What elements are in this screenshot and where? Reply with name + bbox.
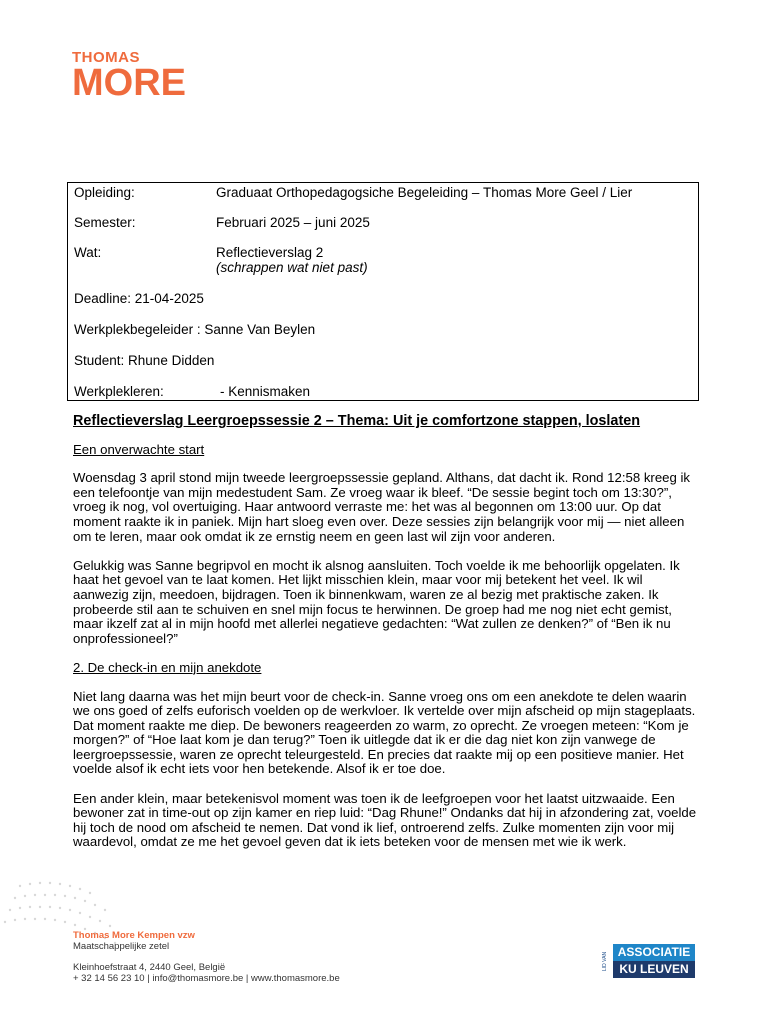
wat-label: Wat: (74, 245, 102, 260)
wat-value (216, 245, 368, 275)
assoc-side-text: LID VAN (602, 951, 608, 971)
row-wat (74, 245, 368, 275)
wat-note: (schrappen wat niet past) (216, 260, 368, 275)
row-opleiding (74, 185, 633, 200)
footer-org: Thomas More Kempen vzw (73, 930, 195, 941)
semester-label: Semester: (74, 215, 136, 230)
paragraph-3: Niet lang daarna was het mijn beurt voor de check-in. Sanne vroeg ons om een anekdote te delen waarin we ons goed of zelfs euforisch voelden op de werkvloer. Ik vertelde over mijn afscheid op mijn stageplaats. Dat moment raakte me diep. De bewoners reageerden zo warm, zo oprecht. Ze vroegen meteen: “Kom je morgen?” of “Hoe laat kom je dan terug?” Toen ik uitlegde dat ik er die dag niet kon zijn vanwege de leergroepssessie, waren ze oprecht teleurgesteld. En precies dat raakte mij op een positieve manier. Het voelde alsof ik echt iets voor hen betekende. Alsof ik er toe doe. (73, 688, 696, 777)
assoc-line-1: ASSOCIATIE (613, 944, 695, 961)
footer-address: Kleinhoefstraat 4, 2440 Geel, België (73, 962, 226, 973)
paragraph-2: Gelukkig was Sanne begripvol en mocht ik alsnog aansluiten. Toch voelde ik me behoorlijk opgelaten. Ik haat het gevoel van te laat komen. Het lijkt misschien klein, maar voor mij betekent het veel. Ik wil aanwezig zijn, meedoen, bijdragen. Toen ik binnenkwam, waren ze al bezig met praktische zaken. Ik probeerde stil aan te schuiven en snel mijn focus te herwinnen. De groep had me nog niet echt gemist, maar ikzelf zat al in mijn hoofd met allerlei negatieve gedachten: “Wat zullen ze denken?” of “Ben ik nu onprofessioneel?” (73, 557, 680, 646)
report-body (73, 414, 699, 865)
footer-seat: Maatschappelijke zetel (73, 941, 170, 952)
werkplekleren-value: - Kennismaken (220, 384, 311, 399)
footer-contact: + 32 14 56 23 10 | info@thomasmore.be | www.thomasmore.be (73, 973, 340, 984)
paragraph-1: Woensdag 3 april stond mijn tweede leergroepssessie gepland. Althans, dat dacht ik. Rond 12:58 kreeg ik een telefoontje van mijn medestudent Sam. Ze vroeg waar ik bleef. “De sessie begint toch om 13:30?”, vroeg ik nog, vol overtuiging. Haar antwoord verraste me: het was al begonnen om 13:00 uur. Op dat moment raakte ik in paniek. Mijn hart sloeg even over. Deze sessies zijn belangrijk voor mij — niet alleen om te leren, maar ook omdat ik ze ernstig neem en geen last wil zijn voor anderen. (73, 470, 691, 544)
wat-value-text: Reflectieverslag 2 (216, 245, 324, 260)
row-werkplekleren (74, 384, 311, 399)
footer (73, 930, 340, 984)
student: Student: Rhune Didden (74, 353, 215, 368)
semester-value: Februari 2025 – juni 2025 (216, 215, 370, 230)
logo-line-1: THOMAS (72, 49, 140, 66)
werkplekbegeleider: Werkplekbegeleider : Sanne Van Beylen (74, 322, 316, 337)
section-heading-2: 2. De check-in en mijn anekdote (73, 659, 262, 675)
paragraph-4: Een ander klein, maar betekenisvol moment was toen ik de leefgroepen voor het laatst uitzwaaide. Een bewoner zat in time-out op zijn kamer en riep luid: “Dag Rhune!” Ondanks dat hij in afzondering zat, voelde hij toch de nood om afscheid te nemen. Dat vond ik lief, ontroerend zelfs. Zulke momenten zijn voor mij waardevol, omdat ze me het gevoel geven dat ik iets beteken voor de mensen met wie ik werk. (73, 790, 697, 850)
werkplekleren-label: Werkplekleren: (74, 384, 164, 399)
opleiding-label: Opleiding: (74, 185, 135, 200)
deadline: Deadline: 21-04-2025 (74, 291, 204, 306)
report-title: Reflectieverslag Leergroepssessie 2 – Thema: Uit je comfortzone stappen, loslaten (73, 413, 641, 429)
section-heading-1: Een onverwachte start (73, 441, 205, 457)
logo-line-2: MORE (72, 62, 186, 104)
info-table (67, 182, 699, 401)
opleiding-value: Graduaat Orthopedagogsiche Begeleiding – Thomas More Geel / Lier (216, 185, 633, 200)
row-semester (74, 215, 370, 230)
assoc-line-2: KU LEUVEN (613, 961, 695, 978)
thomas-more-logo (72, 49, 186, 104)
